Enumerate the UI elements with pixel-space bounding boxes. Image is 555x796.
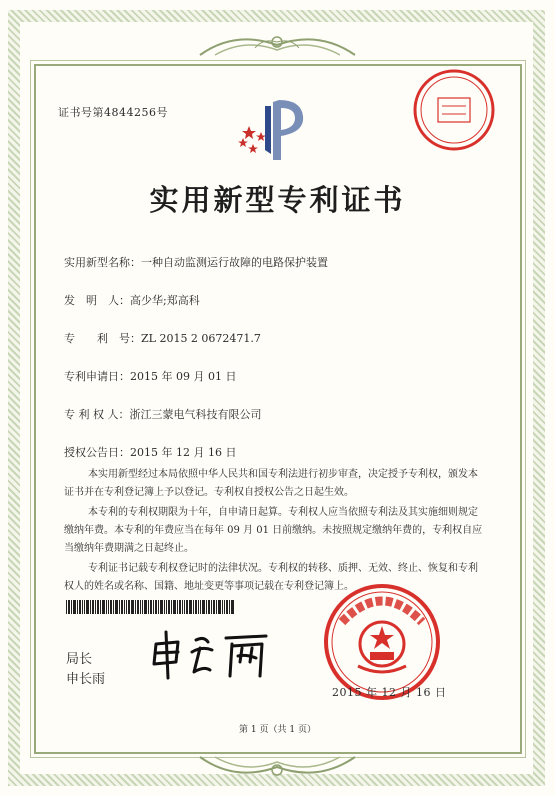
- patent-office-logo-icon: [235, 92, 315, 164]
- page-title: 实用新型专利证书: [149, 183, 406, 217]
- body-paragraph-2: 本专利的专利权期限为十年，自申请日起算。专利权人应当依照专利法及其实施细则规定缴纳年费。本专利的年费应当在每年 09 月 01 日前缴纳。未按照规定缴纳年费的，专利权自应当缴纳年费期满之日起终止。: [64, 507, 483, 554]
- signature-icon: [148, 626, 278, 682]
- certificate-number: 证书号第4844256号: [58, 106, 168, 119]
- field-value: 高少华;郑高科: [130, 294, 200, 307]
- field-utility-model-name: [64, 254, 328, 270]
- field-value: 一种自动监测运行故障的电路保护装置: [141, 256, 328, 269]
- page-number: 第 1 页（共 1 页）: [239, 725, 316, 735]
- small-red-stamp-icon: [412, 68, 496, 152]
- seal-date: 2015 年 12 月 16 日: [332, 686, 447, 699]
- field-patentee: [64, 406, 262, 422]
- field-value: 浙江三蒙电气科技有限公司: [129, 408, 262, 421]
- director-title: 局长: [66, 652, 93, 667]
- body-paragraph-1: 本实用新型经过本局依照中华人民共和国专利法进行初步审查，决定授予专利权，颁发本证书并在专利登记簿上予以登记。专利权自授权公告之日起生效。: [64, 469, 478, 498]
- field-grant-date: [64, 444, 236, 460]
- bottom-ornament-icon: [195, 752, 360, 782]
- top-ornament-icon: [195, 30, 360, 60]
- field-label: 发 明 人：: [64, 294, 130, 307]
- field-label: 专利申请日：: [64, 370, 130, 383]
- field-label: 授权公告日：: [64, 446, 130, 459]
- field-value: 2015 年 12 月 16 日: [130, 446, 237, 459]
- field-value: 2015 年 09 月 01 日: [130, 370, 237, 383]
- field-label: 实用新型名称：: [64, 256, 141, 269]
- field-label: 专 利 号：: [64, 332, 141, 345]
- director-name: 申长雨: [66, 672, 106, 687]
- body-paragraph-3: 专利证书记载专利权登记时的法律状况。专利权的转移、质押、无效、终止、恢复和专利权人的姓名或名称、国籍、地址变更等事项记载在专利登记簿上。: [64, 563, 478, 592]
- field-inventor: [64, 292, 200, 308]
- barcode-icon: [66, 600, 236, 614]
- field-label: 专 利 权 人：: [64, 408, 130, 421]
- field-application-date: [64, 368, 236, 384]
- field-value: ZL 2015 2 0672471.7: [141, 332, 261, 345]
- field-patent-number: [64, 330, 261, 346]
